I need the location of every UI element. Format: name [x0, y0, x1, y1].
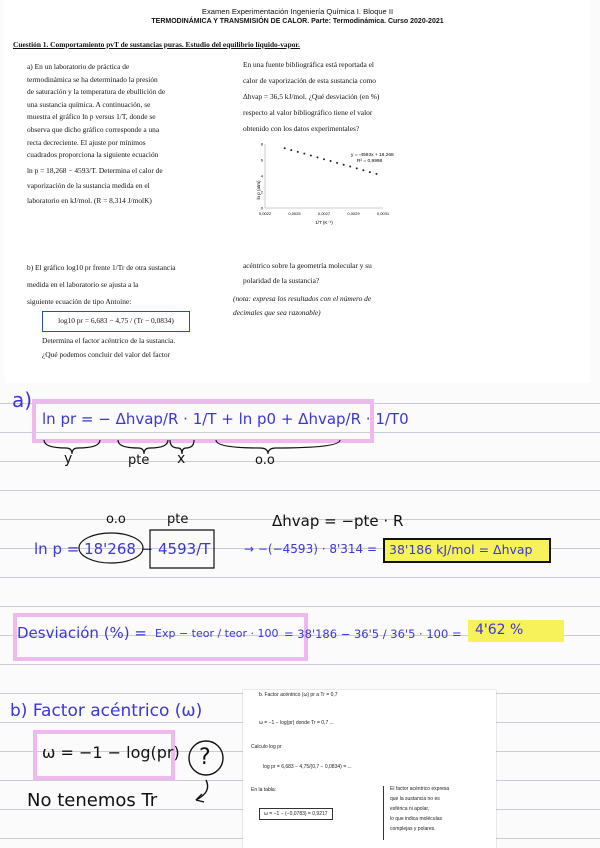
note-line: En la tabla: [251, 787, 277, 793]
antoine-equation: log10 pr = 6,683 − 4,75 / (Tr − 0,0834) [58, 316, 174, 325]
note-side-text [383, 786, 492, 840]
note-side-line: El factor acéntrico expresa [390, 786, 450, 792]
chart-r-squared: R² = 0,9998 [357, 159, 383, 164]
no-tr: No tenemos Tr [27, 790, 158, 811]
part-a-line: muestra el gráfico ln p versus 1/T, donde se [27, 112, 156, 122]
chart-data-point [375, 173, 377, 175]
label-b: b) Factor acéntrico (ω) [10, 701, 203, 721]
note-line-box: ω = −1 − (−0,0783) = 0,9217 [259, 808, 333, 820]
part-a-right-line: Δhvap = 36,5 kJ/mol. ¿Qué desviación (en %) [243, 92, 380, 101]
arrow-icon [188, 778, 218, 808]
chart-y-tick: 2 [260, 189, 263, 195]
chart-data-point [369, 171, 371, 173]
underbraces [40, 438, 360, 458]
part-a-right-line: En una fuente bibliográfica está reportada el [243, 60, 374, 69]
part-a-line: vaporización de la sustancia medida en el [27, 180, 150, 190]
part-b-left-after [42, 334, 232, 362]
pasted-note-sheet [243, 690, 496, 848]
part-b-right [243, 258, 588, 288]
note-side-line: que la sustancia no es [390, 796, 440, 802]
part-a-right-line: respecto al valor bibliográfico tiene el valor [243, 108, 373, 117]
chart-y-tick: 6 [260, 157, 263, 163]
part-b-note [233, 292, 583, 320]
part-a-line: laboratorio en kJ/mol. (R = 8,314 J/molK) [27, 196, 152, 206]
dh-calc: → −(−4593) · 8'314 = [244, 542, 378, 556]
part-b-right-line: polaridad de la sustancia? [243, 276, 320, 285]
deviation-calc: = 38'186 − 36'5 / 36'5 · 100 = [284, 627, 462, 641]
chart-data-point [290, 149, 292, 151]
chart-x-tick: 0,0031 [376, 211, 390, 216]
note-side-line: complejas y polares. [390, 826, 436, 832]
part-a-right-line: obtenido con los datos experimentales? [243, 124, 360, 133]
main-equation: ln pr = − Δhvap/R · 1/T + ln p0 + Δhvap/R · 1/T0 [42, 410, 409, 428]
chart-x-tick: 0,0025 [288, 211, 301, 216]
oo-top: o.o [106, 512, 126, 527]
part-a-line: recta decreciente. El ajuste por mínimos [27, 137, 146, 147]
part-b-left [27, 259, 227, 310]
chart-data-point [303, 153, 305, 155]
part-a-line: ln p = 18,268 − 4593/T. Determina el calor de [27, 165, 163, 175]
part-b-after-line: Determina el factor acéntrico de la sustancia. [42, 336, 176, 345]
chart-data-point [297, 151, 299, 153]
chart-data-point [323, 158, 325, 160]
chart-data-point [349, 166, 351, 168]
note-side-line: esférica ni apolar, [390, 806, 430, 812]
under-oo: o.o [255, 453, 275, 468]
question-mark: ? [199, 745, 211, 770]
chart-y-label: ln p (atm) [256, 180, 261, 200]
note-side-line: lo que indica moléculas [390, 816, 442, 822]
part-a-line: de saturación y la temperatura de ebullición de [27, 87, 166, 97]
chart-data-point [336, 162, 338, 164]
part-a-line: una sustancia química. A continuación, se [27, 99, 151, 109]
part-b-line: siguiente ecuación de tipo Antoine: [27, 297, 132, 306]
omega-formula: ω = −1 − log(pr) [42, 743, 180, 762]
note-line: ω = −1 − log(pr) donde Tr = 0,7 ... [259, 720, 334, 726]
chart-data-point [362, 169, 364, 171]
part-b-line: medida en el laboratorio se ajusta a la [27, 280, 139, 289]
chart-x-tick: 0,0029 [347, 211, 360, 216]
part-b-line: b) El gráfico log10 pr frente 1/Tr de otra sustancia [27, 263, 176, 272]
part-b-after-line: ¿Qué podemos concluir del valor del factor [42, 350, 171, 359]
part-a-left [27, 61, 225, 210]
label-a: a) [12, 388, 33, 412]
part-b-note-line: decimales que sea razonable) [233, 308, 321, 317]
chart-data-point [343, 164, 345, 166]
part-a-line: observa que dicho gráfico corresponde a una [27, 124, 160, 134]
deviation-formula: Exp − teor / teor · 100 [155, 627, 279, 640]
question-heading: Cuestión 1. Comportamiento pvT de sustancias puras. Estudio del equilibrio líquido-vapor. [13, 40, 300, 49]
chart-y-tick: 4 [260, 173, 263, 179]
part-b-note-line: (nota: expresa los resultados con el número de [233, 294, 372, 303]
note-line: Calculo log pr [251, 744, 282, 750]
part-b-right-line: acéntrico sobre la geometría molecular y su [243, 261, 372, 270]
chart-x-tick: 0,0027 [317, 211, 331, 216]
chart-y-tick: 8 [260, 141, 263, 147]
note-line: log pr = 6,683 − 4,75/(0,7 − 0,0834) = ... [263, 764, 352, 770]
pte-top: pte [167, 512, 189, 527]
lnp-vs-inverse-t-chart [251, 138, 591, 238]
fit-written: ln p = 18'268 − 4593/T [34, 540, 211, 558]
part-a-line: cuadrados proporciona la siguiente ecuación [27, 150, 159, 160]
deviation-label: Desviación (%) = [17, 624, 147, 642]
exam-title: Examen Experimentación Ingeniería Química I. Bloque II [201, 7, 394, 16]
chart-x-tick: 0,0022 [258, 211, 272, 216]
chart-data-point [330, 160, 332, 162]
under-y: y [64, 451, 73, 467]
circle-marks [74, 528, 224, 572]
chart-data-point [284, 147, 286, 149]
chart-fit-equation: y = -4593x + 18,268 [351, 153, 394, 158]
chart-data-point [310, 155, 312, 157]
antoine-equation-box [42, 311, 190, 332]
deviation-result: 4'62 % [475, 622, 524, 638]
part-a-line: termodinámica se ha determinado la presión [27, 74, 158, 84]
dh-result: 38'186 kJ/mol = Δhvap [389, 542, 533, 557]
dh-formula: Δhvap = −pte · R [272, 512, 404, 530]
exam-subtitle: TERMODINÁMICA Y TRANSMISIÓN DE CALOR. Parte: Termodinámica. Curso 2020-2021 [151, 18, 444, 25]
chart-x-label: 1/T (K⁻¹) [315, 220, 333, 225]
chart-y-tick: 0 [260, 205, 263, 211]
under-pte: pte [128, 453, 150, 468]
note-line: b. Factor acéntrico (ω) pr a Tr = 0,7 [259, 692, 338, 698]
chart-data-point [356, 167, 358, 169]
part-a-right-line: calor de vaporización de esta sustancia como [243, 76, 376, 85]
part-a-right [243, 57, 588, 137]
part-a-line: a) En un laboratorio de práctica de [27, 62, 130, 71]
exam-sheet [5, 0, 590, 383]
under-x: x [177, 451, 186, 467]
chart-data-point [316, 156, 318, 158]
